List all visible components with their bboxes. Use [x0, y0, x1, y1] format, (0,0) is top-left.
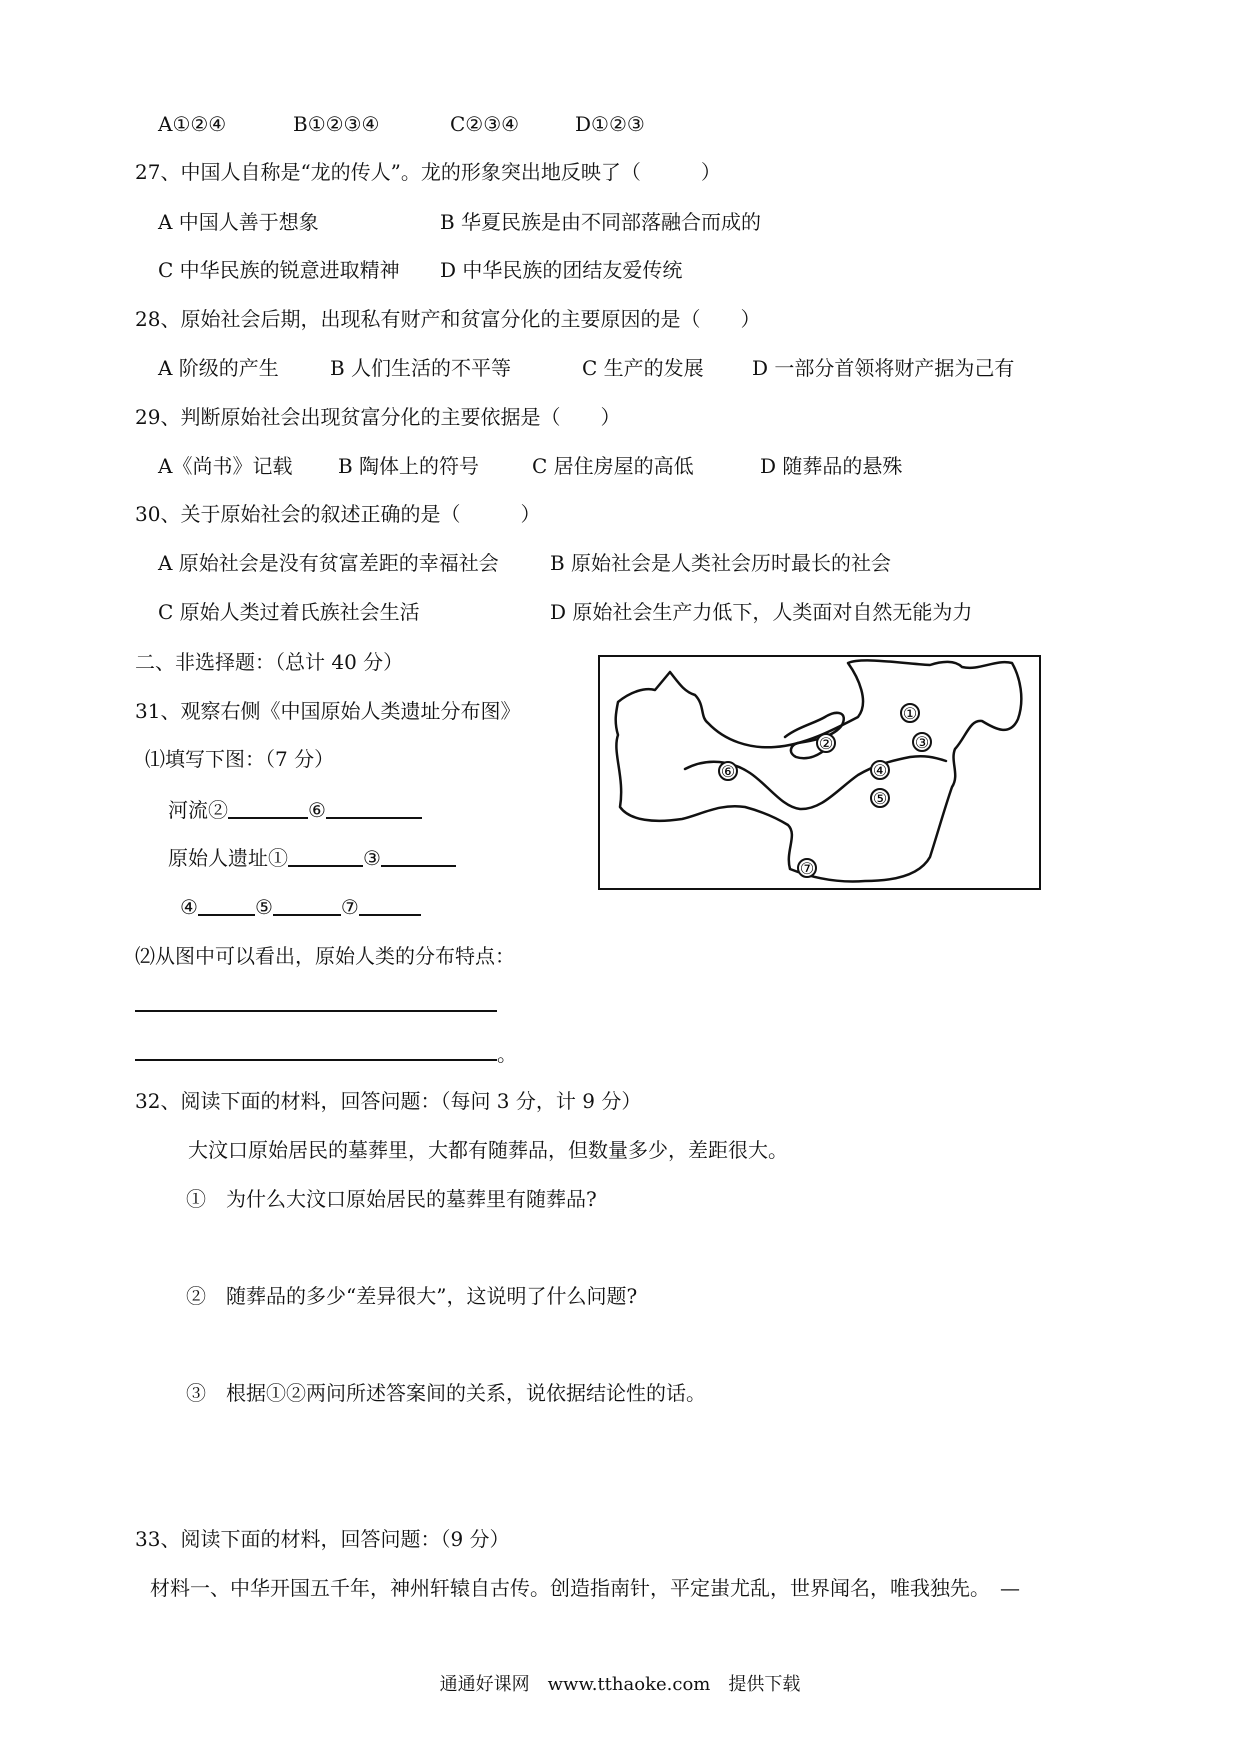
map-marker-1-label: ①	[902, 704, 918, 723]
q31-river6-label: ⑥	[308, 798, 326, 822]
map-marker-4-label: ④	[872, 761, 888, 780]
q29-option-d: D 随葬品的悬殊	[760, 454, 903, 478]
q27-option-d: D 中华民族的团结友爱传统	[440, 258, 683, 282]
map-marker-7	[798, 859, 816, 878]
q31-sub2: ⑵从图中可以看出，原始人类的分布特点：	[135, 944, 515, 968]
q31-stem: 31、观察右侧《中国原始人类遗址分布图》	[135, 699, 521, 723]
q26-option-b: B①②③④	[293, 112, 380, 136]
map-marker-2	[817, 734, 835, 753]
q31-site4-blank[interactable]	[198, 892, 255, 916]
q30-option-b: B 原始社会是人类社会历时最长的社会	[550, 551, 892, 575]
q31-answer-line-2[interactable]	[135, 1059, 497, 1061]
q29-option-c: C 居住房屋的高低	[532, 454, 694, 478]
map-marker-4	[871, 761, 889, 780]
q27-option-c: C 中华民族的锐意进取精神	[158, 258, 400, 282]
map-marker-6-label: ⑥	[720, 762, 736, 781]
q31-site5-blank[interactable]	[273, 892, 341, 916]
q28-option-b: B 人们生活的不平等	[330, 356, 512, 380]
q31-site4-label: ④	[180, 895, 198, 919]
q31-site1-blank[interactable]	[288, 843, 363, 867]
q28-option-c: C 生产的发展	[582, 356, 704, 380]
map-marker-6	[719, 762, 737, 781]
q32-stem: 32、阅读下面的材料，回答问题：（每问 3 分，计 9 分）	[135, 1089, 642, 1113]
q32-part2: ② 随葬品的多少“差异很大”，这说明了什么问题?	[186, 1284, 638, 1308]
q28-option-d: D 一部分首领将财产据为己有	[752, 356, 1015, 380]
q31-river6-blank[interactable]	[326, 795, 422, 819]
q26-option-d: D①②③	[575, 112, 645, 136]
q33-stem: 33、阅读下面的材料，回答问题：（9 分）	[135, 1527, 510, 1551]
q31-sub1: ⑴填写下图：（7 分）	[145, 747, 335, 771]
q31-site7-label: ⑦	[340, 895, 359, 919]
q31-end-mark: 。	[497, 1042, 517, 1066]
q31-answer-line-1[interactable]	[135, 1010, 497, 1012]
map-marker-7-label: ⑦	[799, 859, 815, 878]
map-marker-1	[901, 704, 919, 723]
map-marker-3-label: ③	[914, 733, 930, 752]
yellow-river	[785, 713, 844, 758]
q31-site5-label: ⑤	[254, 895, 273, 919]
map-marker-3	[913, 733, 931, 752]
q33-material1: 材料一、中华开国五千年，神州轩辕自古传。创造指南针，平定蚩尤乱，世界闻名，唯我独先。 —	[150, 1576, 1020, 1600]
q30-option-c: C 原始人类过着氏族社会生活	[158, 600, 420, 624]
section-heading: 二、非选择题：（总计 40 分）	[135, 650, 404, 674]
q30-stem: 30、关于原始社会的叙述正确的是（ ）	[135, 502, 541, 526]
footer-source: 通通好课网 www.tthaoke.com 提供下载	[439, 1674, 801, 1695]
q29-option-a: A《尚书》记载	[158, 454, 293, 478]
q30-option-d: D 原始社会生产力低下，人类面对自然无能为力	[550, 600, 973, 624]
q32-part1: ① 为什么大汶口原始居民的墓葬里有随葬品?	[186, 1187, 597, 1211]
q27-option-a: A 中国人善于想象	[158, 210, 319, 234]
q31-sites-row2	[180, 892, 421, 921]
china-outline	[616, 660, 1022, 881]
map-marker-5	[871, 789, 889, 808]
q31-site3-blank[interactable]	[381, 843, 456, 867]
q29-option-b: B 陶体上的符号	[338, 454, 480, 478]
q27-stem: 27、中国人自称是“龙的传人”。龙的形象突出地反映了（ ）	[135, 160, 721, 184]
q28-stem: 28、原始社会后期，出现私有财产和贫富分化的主要原因的是（ ）	[135, 307, 761, 331]
q31-site3-label: ③	[363, 846, 381, 870]
map-marker-2-label: ②	[818, 734, 834, 753]
q31-site7-blank[interactable]	[359, 892, 421, 916]
q26-option-c: C②③④	[450, 112, 520, 136]
q31-rivers-label: 河流②	[168, 798, 228, 822]
q29-stem: 29、判断原始社会出现贫富分化的主要依据是（ ）	[135, 405, 621, 429]
q32-material: 大汶口原始居民的墓葬里，大都有随葬品，但数量多少，差距很大。	[188, 1138, 788, 1162]
q31-river2-blank[interactable]	[228, 795, 308, 819]
q27-option-b: B 华夏民族是由不同部落融合而成的	[440, 210, 762, 234]
q26-option-a: A①②④	[158, 112, 227, 136]
map-marker-5-label: ⑤	[872, 789, 888, 808]
site-distribution-map	[598, 655, 1041, 890]
q28-option-a: A 阶级的产生	[158, 356, 279, 380]
q31-rivers-row	[168, 795, 422, 824]
q32-part3: ③ 根据①②两问所述答案间的关系，说依据结论性的话。	[186, 1381, 706, 1405]
q30-option-a: A 原始社会是没有贫富差距的幸福社会	[158, 551, 499, 575]
q31-sites-label: 原始人遗址①	[168, 846, 288, 870]
q31-sites-row	[168, 843, 456, 872]
map-figure	[600, 657, 1039, 888]
